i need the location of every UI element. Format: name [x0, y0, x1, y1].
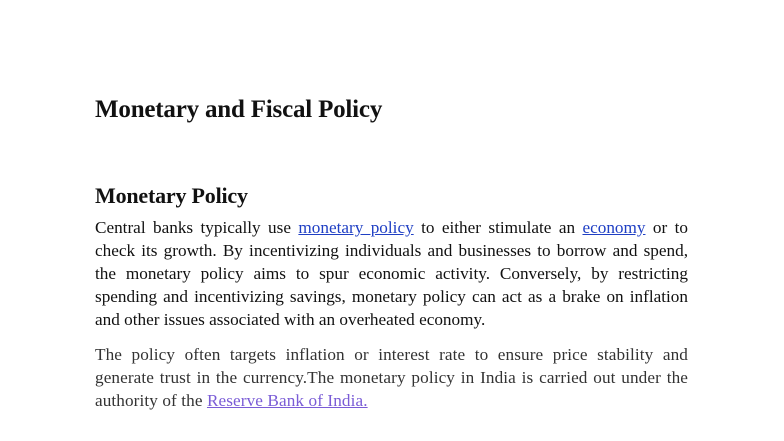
paragraph-text: or to check its growth. By incentivizing individuals and businesses to borrow and spend, the monetary policy aims to spur economic activity. Conversely, by restricting spending and incentivizing savings, monetary policy can act as a brake on inflation and other issues associated with an overheated economy. — [95, 218, 688, 329]
reserve-bank-of-india-link[interactable]: Reserve Bank of India. — [206, 391, 368, 410]
monetary-policy-link[interactable]: monetary policy — [298, 218, 414, 237]
paragraph-text: The policy often targets inflation or interest rate to ensure price stability and generate trust in the currency.The monetary policy in India is carried out under the authority of the — [95, 345, 688, 410]
paragraph-monetary-policy-india — [95, 343, 688, 412]
section-heading-monetary-policy: Monetary Policy — [95, 183, 248, 208]
document-title: Monetary and Fiscal Policy — [95, 96, 383, 123]
paragraph-monetary-policy-overview — [95, 216, 688, 331]
document-page — [95, 92, 688, 412]
paragraph-text: Central banks typically use — [95, 218, 299, 237]
paragraph-text: to either stimulate an — [413, 218, 583, 237]
economy-link[interactable]: economy — [582, 218, 646, 237]
